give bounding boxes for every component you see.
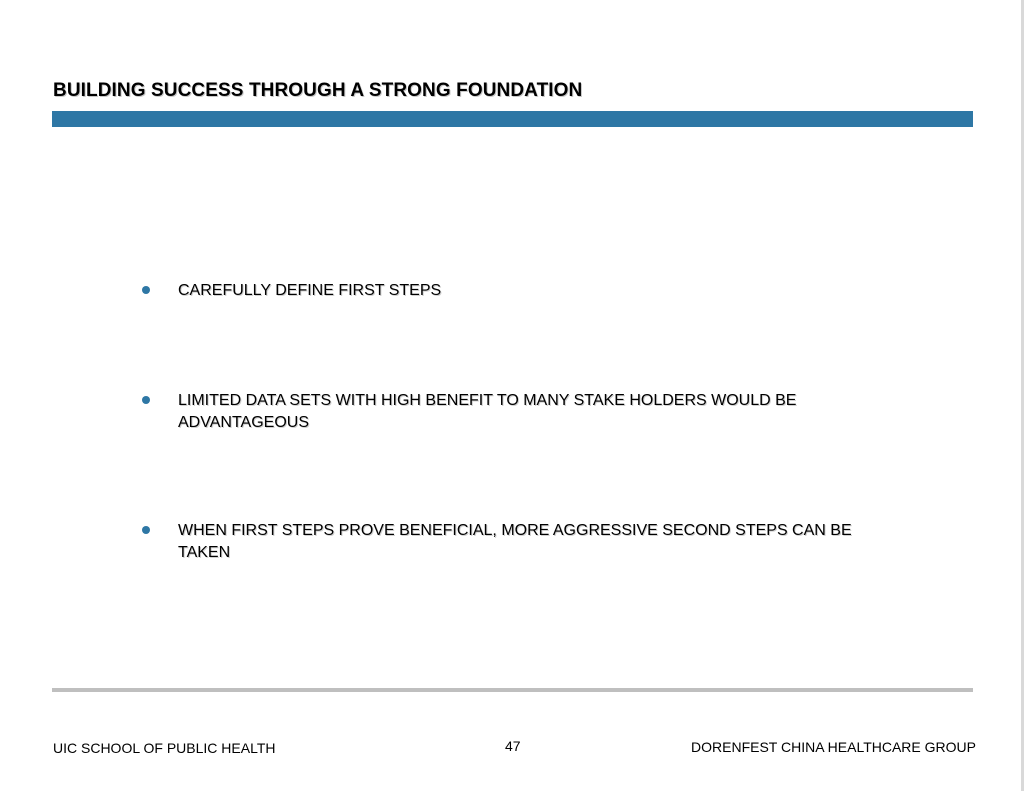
bullet-dot-icon <box>142 286 150 294</box>
slide-title: BUILDING SUCCESS THROUGH A STRONG FOUNDATION <box>53 80 583 101</box>
footer-company: DORENFEST CHINA HEALTHCARE GROUP <box>691 739 976 755</box>
bullet-text: LIMITED DATA SETS WITH HIGH BENEFIT TO MANY STAKE HOLDERS WOULD BE ADVANTAGEOUS <box>178 392 797 431</box>
footer-organization: UIC SCHOOL OF PUBLIC HEALTH <box>53 740 276 756</box>
bullet-text: CAREFULLY DEFINE FIRST STEPS <box>178 282 442 299</box>
bullet-text: WHEN FIRST STEPS PROVE BENEFICIAL, MORE AGGRESSIVE SECOND STEPS CAN BE TAKEN <box>178 522 852 561</box>
bullet-item <box>140 280 880 302</box>
footer-divider <box>52 688 973 692</box>
bullet-item <box>140 520 880 564</box>
bullet-item <box>140 390 880 434</box>
page-number: 47 <box>505 738 521 754</box>
title-underline-bar <box>52 111 973 127</box>
bullet-dot-icon <box>142 526 150 534</box>
bullet-dot-icon <box>142 396 150 404</box>
